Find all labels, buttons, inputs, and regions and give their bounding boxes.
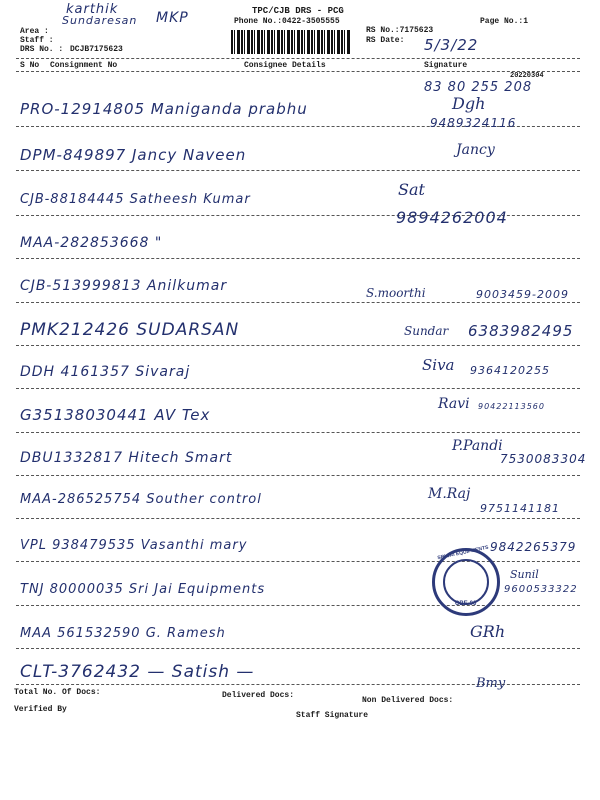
row-rule <box>16 561 580 562</box>
row-signature: M.Raj <box>428 486 471 502</box>
row-signature: P.Pandi <box>452 438 503 454</box>
row-signature: Sat <box>398 180 425 199</box>
row-rule <box>16 605 580 606</box>
col-sno: S No <box>20 61 40 70</box>
company-stamp <box>432 544 500 616</box>
date-stamp: 20220304 <box>510 72 544 80</box>
rs-date-label: RS Date: <box>366 36 405 45</box>
top-phone: 83 80 255 208 <box>424 80 533 95</box>
drs-no-label: DRS No. : <box>20 45 64 54</box>
col-consignment: Consignment No <box>50 61 118 70</box>
row-phone: 9600533322 <box>504 584 578 595</box>
row-rule <box>16 345 580 346</box>
phone-number: Phone No.:0422-3505555 <box>234 17 340 26</box>
row-rule <box>16 648 580 649</box>
row-rule <box>16 388 580 389</box>
area-handwritten: karthik <box>66 2 119 17</box>
header-rule-bottom <box>16 71 580 72</box>
stamp-top-text: SRI JAI EQUIPMENTS <box>436 544 490 562</box>
row-rule <box>16 432 580 433</box>
row-text: CJB-88184445 Satheesh Kumar <box>20 192 251 207</box>
row-rule <box>16 475 580 476</box>
row-phone: 9364120255 <box>470 364 550 377</box>
row-phone: 6383982495 <box>468 322 574 340</box>
row-signature: Sundar <box>404 324 449 338</box>
col-consignee: Consignee Details <box>244 61 326 70</box>
verified-by-label: Verified By <box>14 705 67 714</box>
row-text: MAA 561532590 G. Ramesh <box>20 626 226 641</box>
row-text: CJB-513999813 Anilkumar <box>20 278 228 294</box>
row-signature: Bmy <box>476 676 506 691</box>
area-label: Area : <box>20 27 49 36</box>
row-signature: Sunil <box>510 568 539 581</box>
page-number: Page No.:1 <box>480 17 529 26</box>
rs-no: RS No.:7175623 <box>366 26 434 35</box>
row-phone: 9489324116 <box>430 116 517 130</box>
row-rule <box>16 518 580 519</box>
non-delivered-docs-label: Non Delivered Docs: <box>362 696 454 705</box>
row-phone: 9894262004 <box>396 208 508 227</box>
col-signature: Signature <box>424 61 468 70</box>
row-text: VPL 938479535 Vasanthi mary <box>20 538 248 553</box>
rs-date-handwritten: 5/3/22 <box>424 36 479 54</box>
row-rule <box>16 258 580 259</box>
row-text: MAA-282853668 " <box>20 235 163 251</box>
row-signature: Ravi <box>438 396 470 412</box>
row-text: MAA-286525754 Souther control <box>20 492 262 507</box>
barcode <box>231 30 351 54</box>
staff-label: Staff : <box>20 36 54 45</box>
row-signature: GRh <box>470 622 506 641</box>
row-phone: 9751141181 <box>480 502 560 515</box>
row-text: PMK212426 SUDARSAN <box>20 320 240 340</box>
header-rule <box>16 58 580 59</box>
row-text: TNJ 80000035 Sri Jai Equipments <box>20 582 266 597</box>
staff-handwritten: Sundaresan <box>62 14 138 27</box>
row-text: PRO-12914805 Maniganda prabhu <box>20 100 308 118</box>
staff-signature-label: Staff Signature <box>296 711 369 720</box>
row-text: DPM-849897 Jancy Naveen <box>20 146 247 164</box>
drs-no-value: DCJB7175623 <box>70 45 123 54</box>
row-signature: S.moorthi <box>366 286 426 300</box>
row-phone: 9842265379 <box>490 540 577 554</box>
total-docs-label: Total No. Of Docs: <box>14 688 101 697</box>
row-phone: 7530083304 <box>500 452 587 466</box>
row-rule <box>16 302 580 303</box>
row-text: DDH 4161357 Sivaraj <box>20 364 191 380</box>
row-text: CLT-3762432 — Satish — <box>20 662 255 682</box>
row-signature: Siva <box>422 356 455 374</box>
row-signature: Jancy <box>456 142 495 158</box>
row-text: G35138030441 AV Tex <box>20 406 211 424</box>
stamp-bottom-text: CBE-06 <box>455 601 477 607</box>
row-signature: Dgh <box>452 94 486 113</box>
row-text: DBU1332817 Hitech Smart <box>20 450 233 466</box>
row-phone: 9003459-2009 <box>476 288 569 301</box>
delivered-docs-label: Delivered Docs: <box>222 691 295 700</box>
mkp-handwritten: MKP <box>156 10 189 26</box>
row-rule <box>16 170 580 171</box>
row-phone: 90422113560 <box>478 402 545 411</box>
route-title: TPC/CJB DRS - PCG <box>252 6 344 16</box>
